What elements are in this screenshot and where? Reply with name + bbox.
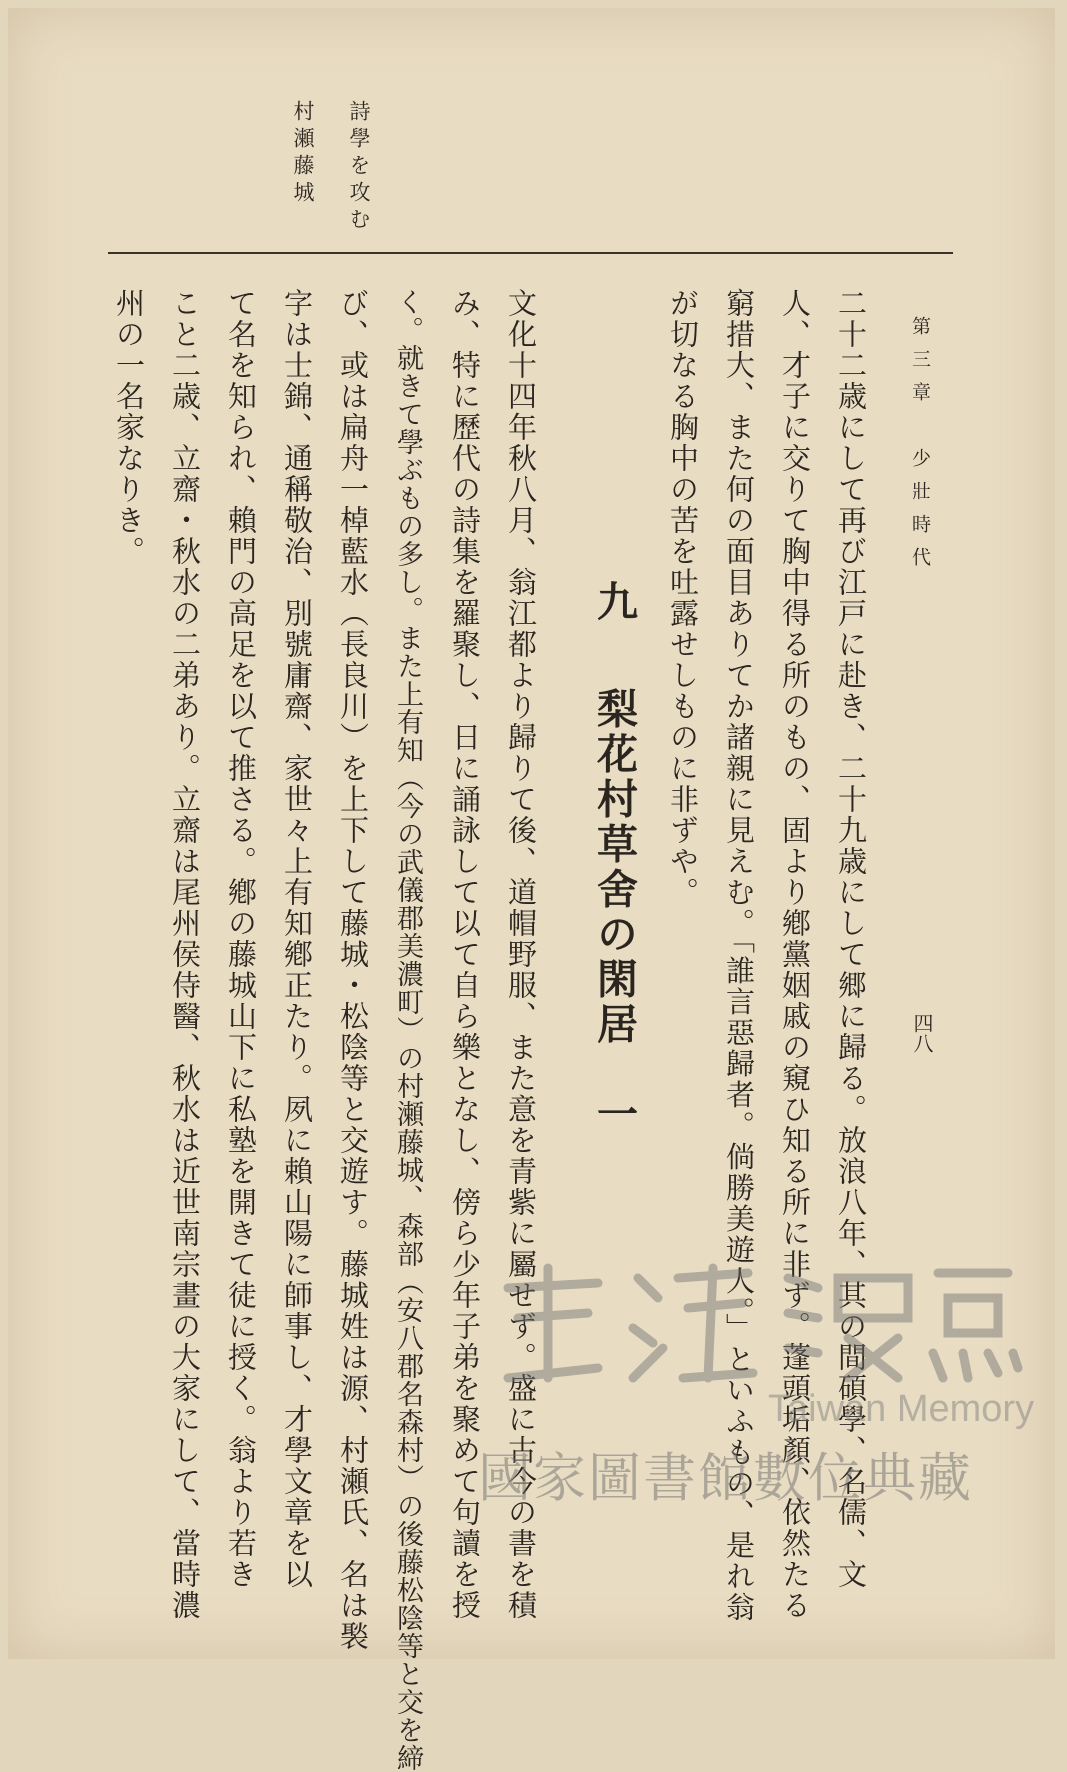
headnote-2: 村瀬藤城 xyxy=(291,100,315,208)
body-line: び、或は扁舟一棹藍水（長良川）を上下して藤城・松陰等と交遊す。藤城姓は源、村瀬氏、名は褧 xyxy=(336,288,370,1652)
body-line: 字は士錦、通稱敬治、別號庸齋、家世々上有知鄕正たり。夙に賴山陽に師事し、才學文章を以 xyxy=(280,288,314,1590)
body-line: く。就きて學ぶもの多し。また上有知（今の武儀郡美濃町）の村瀬藤城、森部（安八郡名森村）の後藤松陰等と交を締 xyxy=(392,288,423,1772)
body-line: 窮措大、また何の面目ありてか諸親に見えむ。「誰言惡歸者。倘勝美遊人。」といふもの、是れ翁 xyxy=(722,288,756,1623)
body-line: こと二歳、立齋・秋水の二弟あり。立齋は尾州侯侍醫、秋水は近世南宗畫の大家にして、當時濃 xyxy=(168,288,202,1621)
watermark-chinese: 國家圖書館數位典藏 xyxy=(478,1448,973,1509)
taiwan-memory-logo-icon xyxy=(488,1258,1028,1388)
headnote-1: 詩學を攻む xyxy=(347,100,371,235)
section-title: 梨花村草舍の閑居 一 xyxy=(590,687,638,1138)
header-rule xyxy=(108,252,953,254)
body-line: て名を知られ、賴門の高足を以て推さる。鄕の藤城山下に私塾を開きて徒に授く。翁より若き xyxy=(224,288,258,1590)
body-line: が切なる胸中の苦を吐露せしものに非ずや。 xyxy=(666,288,700,908)
page-number: 四八 xyxy=(910,1013,934,1053)
book-page xyxy=(8,8,1055,1772)
section-number: 九 xyxy=(590,580,638,621)
body-line: み、特に歷代の詩集を羅聚し、日に誦詠して以て自ら樂となし、傍ら少年子弟を聚めて句讀を授 xyxy=(448,288,482,1621)
body-line: 二十二歳にして再び江戸に赴き、二十九歳にして郷に歸る。放浪八年、其の間碩學、名儒、文 xyxy=(834,288,868,1590)
running-head: 第三章 少壯時代 xyxy=(909,316,931,580)
watermark-english: Taiwan Memory xyxy=(768,1388,1035,1430)
body-line: 州の一名家なりき。 xyxy=(112,288,146,567)
section-heading xyxy=(590,580,638,1138)
body-line: 文化十四年秋八月、翁江都より歸りて後、道帽野服、また意を青紫に屬せず。盛に古今の書を積 xyxy=(504,288,538,1621)
body-line: 人、才子に交りて胸中得る所のもの、固より鄕黨姻戚の窺ひ知る所に非ず。蓬頭垢顏、依然たる xyxy=(778,288,812,1621)
library-watermark xyxy=(478,1258,1038,1518)
